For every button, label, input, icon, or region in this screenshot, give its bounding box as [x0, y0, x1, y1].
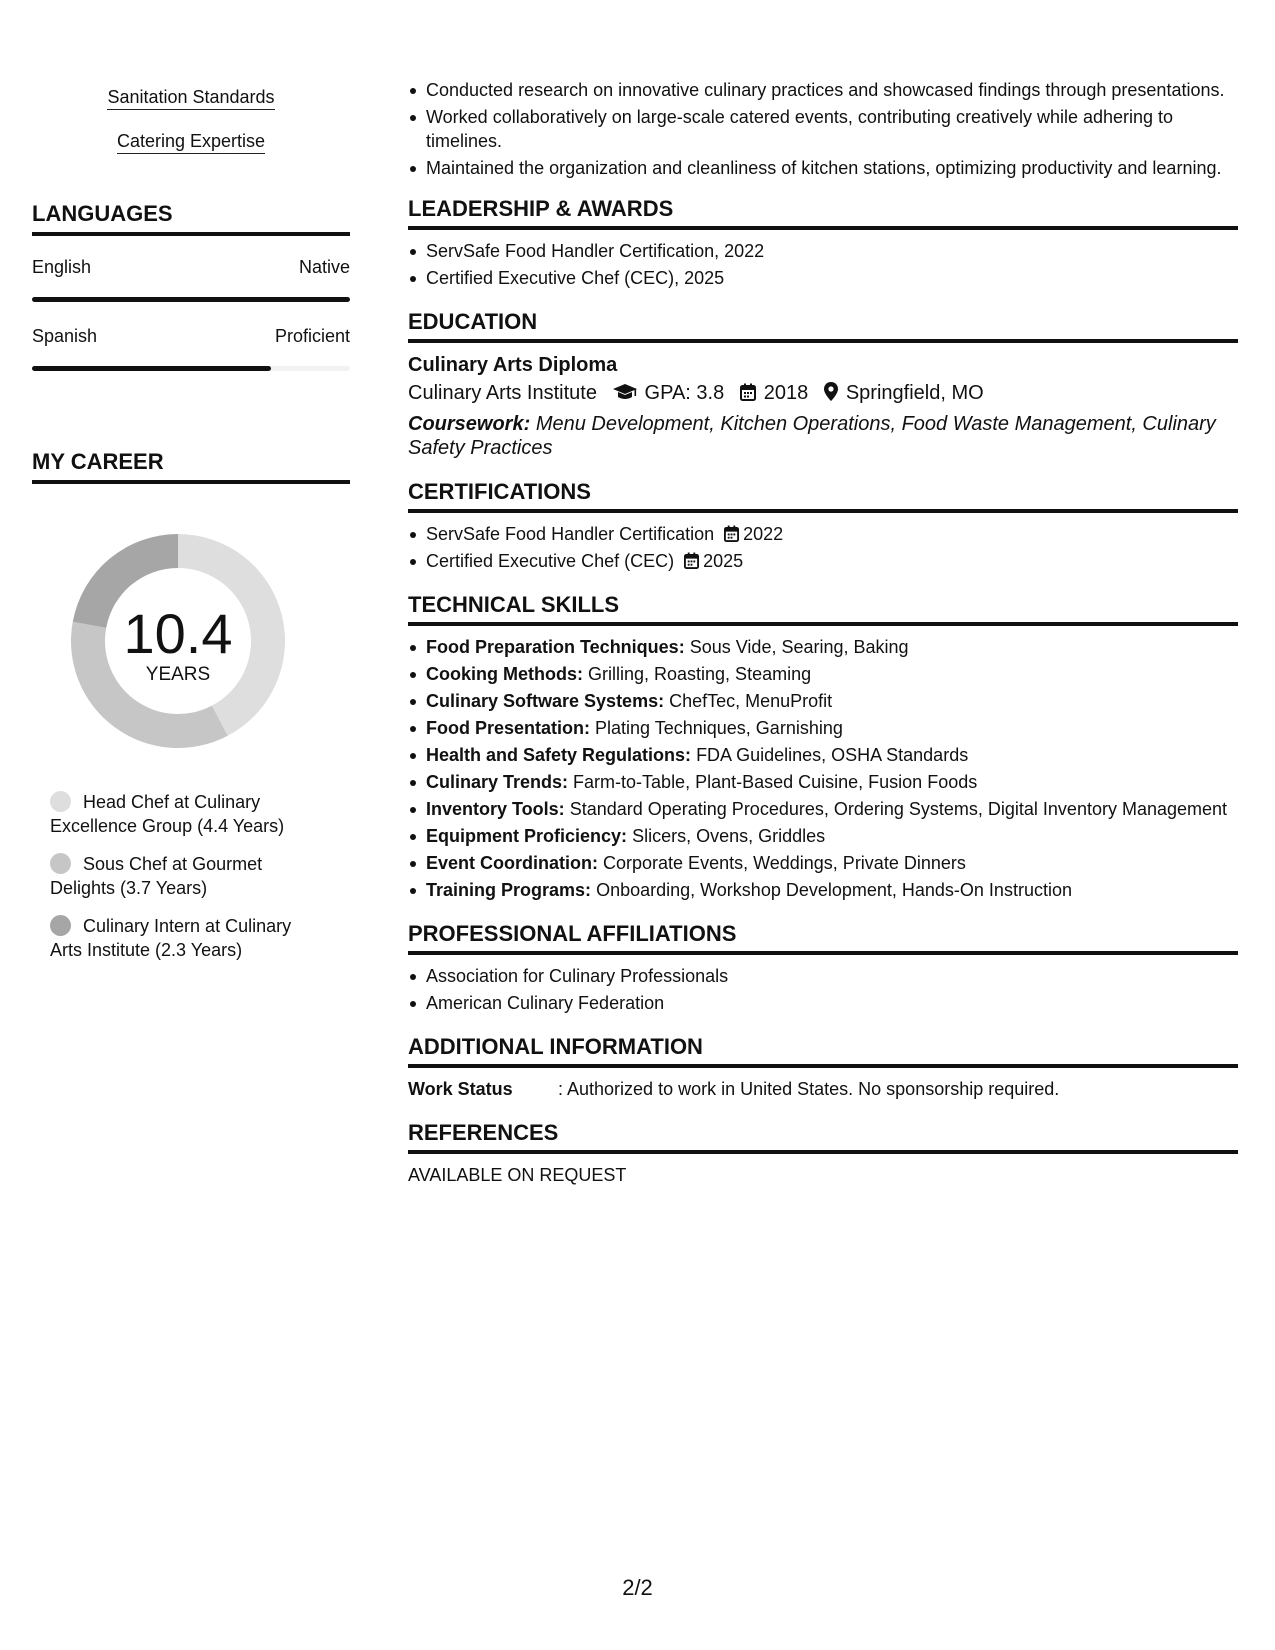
skill-value: Plating Techniques, Garnishing — [595, 718, 843, 738]
coursework-label: Coursework: — [408, 413, 531, 435]
certification-name: Certified Executive Chef (CEC) — [426, 551, 675, 571]
page-number: 2/2 — [622, 1575, 653, 1600]
certification-year: 2022 — [743, 524, 784, 544]
skill-label: Event Coordination: — [426, 853, 598, 873]
language-row — [32, 256, 350, 280]
certification-item — [408, 522, 1238, 546]
skill-value: Slicers, Ovens, Griddles — [632, 826, 826, 846]
skill-tag-label: Sanitation Standards — [107, 87, 274, 110]
skill-label: Food Presentation: — [426, 718, 591, 738]
legend-dot-icon — [50, 791, 71, 812]
skill-label: Health and Safety Regulations: — [426, 745, 692, 765]
skill-item — [408, 797, 1238, 821]
calendar-icon — [724, 525, 739, 542]
education-coursework — [408, 412, 1238, 460]
affiliation-item: American Culinary Federation — [408, 991, 1238, 1015]
skill-label: Culinary Trends: — [426, 772, 569, 792]
affiliation-item: Association for Culinary Professionals — [408, 964, 1238, 988]
work-status-label: Work Status — [408, 1079, 513, 1099]
language-level: Proficient — [274, 326, 350, 346]
affiliations-section — [408, 920, 1238, 1015]
experience-bullet: Worked collaboratively on large-scale catered events, contributing creatively while adhering to timelines. — [408, 105, 1238, 153]
language-row — [32, 325, 350, 349]
career-donut-chart — [65, 528, 291, 754]
skill-value: Farm-to-Table, Plant-Based Cuisine, Fusion Foods — [573, 772, 978, 792]
experience-bullet: Maintained the organization and cleanliness of kitchen stations, optimizing productivity and learning. — [408, 156, 1238, 180]
language-name: English — [32, 257, 92, 277]
skill-label: Inventory Tools: — [426, 799, 565, 819]
skill-value: Onboarding, Workshop Development, Hands-On Instruction — [596, 880, 1072, 900]
language-name: Spanish — [32, 326, 98, 346]
language-bar-fill — [32, 366, 271, 371]
leadership-section — [408, 195, 1238, 290]
education-location: Springfield, MO — [845, 382, 984, 404]
section-heading: CERTIFICATIONS — [408, 478, 1238, 513]
work-status-value: : Authorized to work in United States. No sponsorship required. — [558, 1079, 1060, 1099]
experience-bullets — [408, 78, 1238, 180]
calendar-icon — [740, 380, 756, 410]
section-heading: ADDITIONAL INFORMATION — [408, 1033, 1238, 1068]
career-heading: MY CAREER — [32, 448, 350, 484]
languages-heading: LANGUAGES — [32, 200, 350, 236]
career-legend — [50, 790, 320, 976]
language-level: Native — [298, 257, 350, 277]
skill-item — [408, 851, 1238, 875]
skill-item — [408, 770, 1238, 794]
legend-dot-icon — [50, 853, 71, 874]
certifications-section — [408, 478, 1238, 573]
certification-item — [408, 549, 1238, 573]
education-section — [408, 308, 1238, 460]
references-text: AVAILABLE ON REQUEST — [408, 1165, 627, 1185]
skill-label: Training Programs: — [426, 880, 592, 900]
career-total-unit: YEARS — [145, 664, 211, 685]
skill-label: Cooking Methods: — [426, 664, 583, 684]
language-bar-fill — [32, 297, 350, 302]
work-status-row — [408, 1077, 1238, 1101]
career-legend-item — [50, 790, 320, 838]
language-bar — [32, 366, 350, 371]
skill-label: Equipment Proficiency: — [426, 826, 628, 846]
skill-tag — [32, 86, 350, 108]
skill-value: ChefTec, MenuProfit — [669, 691, 833, 711]
skill-tag-label: Catering Expertise — [117, 131, 265, 154]
skill-value: Grilling, Roasting, Steaming — [588, 664, 812, 684]
experience-bullet: Conducted research on innovative culinary practices and showcased findings through presentations. — [408, 78, 1238, 102]
skill-value: Standard Operating Procedures, Ordering Systems, Digital Inventory Management — [569, 799, 1228, 819]
career-legend-label: Sous Chef at Gourmet Delights (3.7 Years) — [50, 854, 263, 898]
coursework-list: Menu Development, Kitchen Operations, Food Waste Management, Culinary Safety Practices — [408, 413, 1216, 459]
education-degree: Culinary Arts Diploma — [408, 354, 618, 376]
section-heading: PROFESSIONAL AFFILIATIONS — [408, 920, 1238, 955]
certification-name: ServSafe Food Handler Certification — [426, 524, 715, 544]
skill-value: Sous Vide, Searing, Baking — [689, 637, 909, 657]
section-heading: REFERENCES — [408, 1119, 1238, 1154]
education-details — [408, 378, 1238, 410]
technical-skills-section — [408, 591, 1238, 902]
career-legend-item — [50, 914, 320, 962]
legend-dot-icon — [50, 915, 71, 936]
skill-label: Culinary Software Systems: — [426, 691, 665, 711]
skill-value: FDA Guidelines, OSHA Standards — [696, 745, 969, 765]
award-item: ServSafe Food Handler Certification, 2022 — [408, 239, 1238, 263]
right-column — [408, 78, 1238, 1187]
skill-item — [408, 689, 1238, 713]
certification-year: 2025 — [703, 551, 744, 571]
career-legend-label: Head Chef at Culinary Excellence Group (4.4 Years) — [50, 792, 285, 836]
skill-tag — [32, 130, 350, 152]
education-school: Culinary Arts Institute — [408, 382, 597, 404]
skill-item — [408, 878, 1238, 902]
career-total-years: 10.4 — [123, 602, 233, 665]
additional-info-section — [408, 1033, 1238, 1101]
section-heading: EDUCATION — [408, 308, 1238, 343]
skill-item — [408, 824, 1238, 848]
calendar-icon — [684, 552, 699, 569]
references-section — [408, 1119, 1238, 1187]
graduation-cap-icon — [613, 380, 637, 410]
education-year: 2018 — [763, 382, 809, 404]
skill-item — [408, 662, 1238, 686]
language-bar — [32, 297, 350, 302]
career-legend-label: Culinary Intern at Culinary Arts Institute (2.3 Years) — [50, 916, 292, 960]
skill-item — [408, 743, 1238, 767]
skill-item — [408, 716, 1238, 740]
skill-value: Corporate Events, Weddings, Private Dinners — [603, 853, 966, 873]
award-item: Certified Executive Chef (CEC), 2025 — [408, 266, 1238, 290]
section-heading: LEADERSHIP & AWARDS — [408, 195, 1238, 230]
location-pin-icon — [824, 380, 838, 410]
section-heading: TECHNICAL SKILLS — [408, 591, 1238, 626]
skill-item — [408, 635, 1238, 659]
education-gpa: GPA: 3.8 — [644, 382, 725, 404]
career-legend-item — [50, 852, 320, 900]
skill-label: Food Preparation Techniques: — [426, 637, 685, 657]
